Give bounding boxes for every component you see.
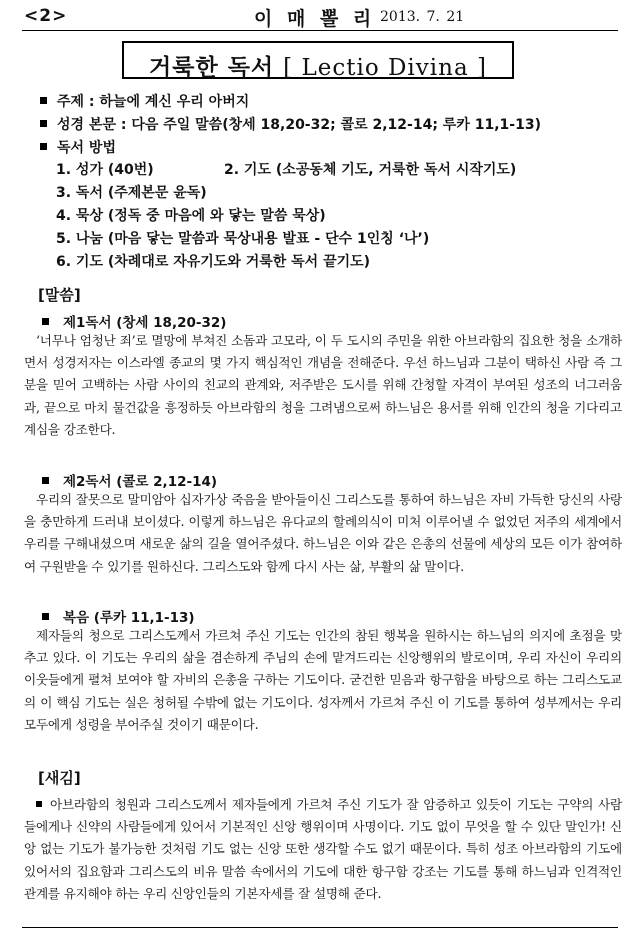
footer-divider [22, 927, 618, 928]
square-bullet-icon [40, 143, 47, 150]
title-box [122, 41, 514, 79]
word-heading: [말씀] [38, 286, 81, 304]
reading2-title: 제2독서 (콜로 2,12-14) [42, 470, 217, 490]
issue-date: 2013. 7. 21 [380, 9, 465, 25]
reading1-text: ‘너무나 엄청난 죄’로 멸망에 부쳐진 소돔과 고모라, 이 두 도시의 주민을 위한 아브라함의 집요한 청을 소개하면서 성경저자는 이스라엘 종교의 몇 가지 핵심적인 개념을 전해준다. 우선 하느님과 그분이 택하신 사람 즉 그분을 믿어 고백하는 사람 사이의 친교의 관계와, 저주받은 도시를 위해 간청할 자격이 부여된 성조의 너그러움과, 끝으로 마치 물건값을 흥정하듯 아브라함의 청을 그려냄으로써 하느님은 용서를 위해 인간의 청을 기다리고 계심을 강조한다. [24, 333, 622, 437]
gospel-title: 복음 (루카 11,1-13) [42, 606, 195, 626]
method-step-4: 4. 묵상 (정독 중 마음에 와 닿는 말씀 묵상) [56, 208, 326, 224]
reflection-heading: [새김] [38, 769, 81, 787]
bulletin-title: 이 매 뽈 리 [254, 8, 376, 30]
reflection-text: 아브라함의 청원과 그리스도께서 제자들에게 가르쳐 주신 기도가 잘 암증하고 있듯이 기도는 구약의 사람들에게나 신약의 사람들에게 있어서 기본적인 신앙 행위이며 사명이다. 기도 없이 무엇을 할 수 있단 말인가! 신앙 없는 기도가 불가능한 것처럼 기도 없는 신앙 또한 생각할 수도 없기 때문이다. 특히 성조 아브라함의 기도에 있어서의 집요함과 그리스도의 비유 말씀 속에서의 기도에 대한 항구함 강조는 기도를 통해 하느님과 인격적인 관계를 유지해야 하는 우리 신앙인들의 기본자세를 잘 설명해 준다. [24, 797, 622, 901]
method-step-6: 6. 기도 (차례대로 자유기도와 거룩한 독서 끝기도) [56, 254, 371, 270]
title-latin: [ Lectio Divina ] [283, 55, 487, 81]
reading1-title: 제1독서 (창세 18,20-32) [42, 311, 226, 331]
method-step-2: 2. 기도 (소공동체 기도, 거룩한 독서 시작기도) [224, 162, 517, 178]
method-step-5: 5. 나눔 (마음 닿는 말씀과 묵상내용 발표 - 단수 1인칭 ‘나’) [56, 231, 430, 247]
square-bullet-icon [40, 120, 47, 127]
header-divider [22, 30, 618, 31]
method-step-1: 1. 성가 (40번) [56, 162, 154, 178]
square-bullet-icon [40, 97, 47, 104]
info-method-label: 독서 방법 [40, 137, 630, 160]
page-header [22, 4, 622, 30]
info-scripture: 성경 본문 : 다음 주일 말씀(창세 18,20-32; 콜로 2,12-14; 루카 11,1-13) [40, 114, 630, 137]
square-bullet-icon [42, 477, 49, 484]
gospel-text: 제자들의 청으로 그리스도께서 가르쳐 주신 기도는 인간의 참된 행복을 원하시는 하느님의 의지에 초점을 맞추고 있다. 이 기도는 우리의 삶을 겸손하게 주님의 손에 맡겨드리는 신앙행위의 발로이며, 우리 자신이 우리의 이웃들에게 펼쳐 보여야 할 자비의 은총을 구하는 기도이다. 굳건한 믿음과 항구함을 바탕으로 하는 그리스도교의 이 핵심 기도는 실은 청허될 수밖에 없는 기도이다. 성자께서 가르쳐 주신 이 기도를 통하여 성부께서는 우리 모두에게 성령을 부어주실 것이기 때문이다. [24, 628, 622, 732]
square-bullet-icon [42, 318, 49, 325]
title-korean: 거룩한 독서 [149, 55, 275, 81]
method-step-row [56, 159, 626, 182]
info-list [40, 91, 630, 160]
method-steps [56, 159, 626, 274]
reading2-text: 우리의 잘못으로 말미암아 십자가상 죽음을 받아들이신 그리스도를 통하여 하느님은 자비 가득한 당신의 사랑을 충만하게 드러내 보이셨다. 이렇게 하느님은 유다교의 할례의식이 미처 이루어낼 수 없었던 저주의 세계에서 우리를 구해내셨으며 새로운 삶의 길을 열어주셨다. 하느님은 이와 같은 은총의 선물에 세상의 모든 이가 참여하여 구원받을 수 있기를 원하신다. 그리스도와 함께 다시 사는 삶, 부활의 삶 말이다. [24, 492, 622, 574]
info-theme: 주제 : 하늘에 계신 우리 아버지 [40, 91, 630, 114]
square-bullet-icon [36, 801, 42, 807]
square-bullet-icon [42, 613, 49, 620]
page-number: <2> [24, 6, 68, 26]
method-step-3: 3. 독서 (주제본문 윤독) [56, 185, 207, 201]
